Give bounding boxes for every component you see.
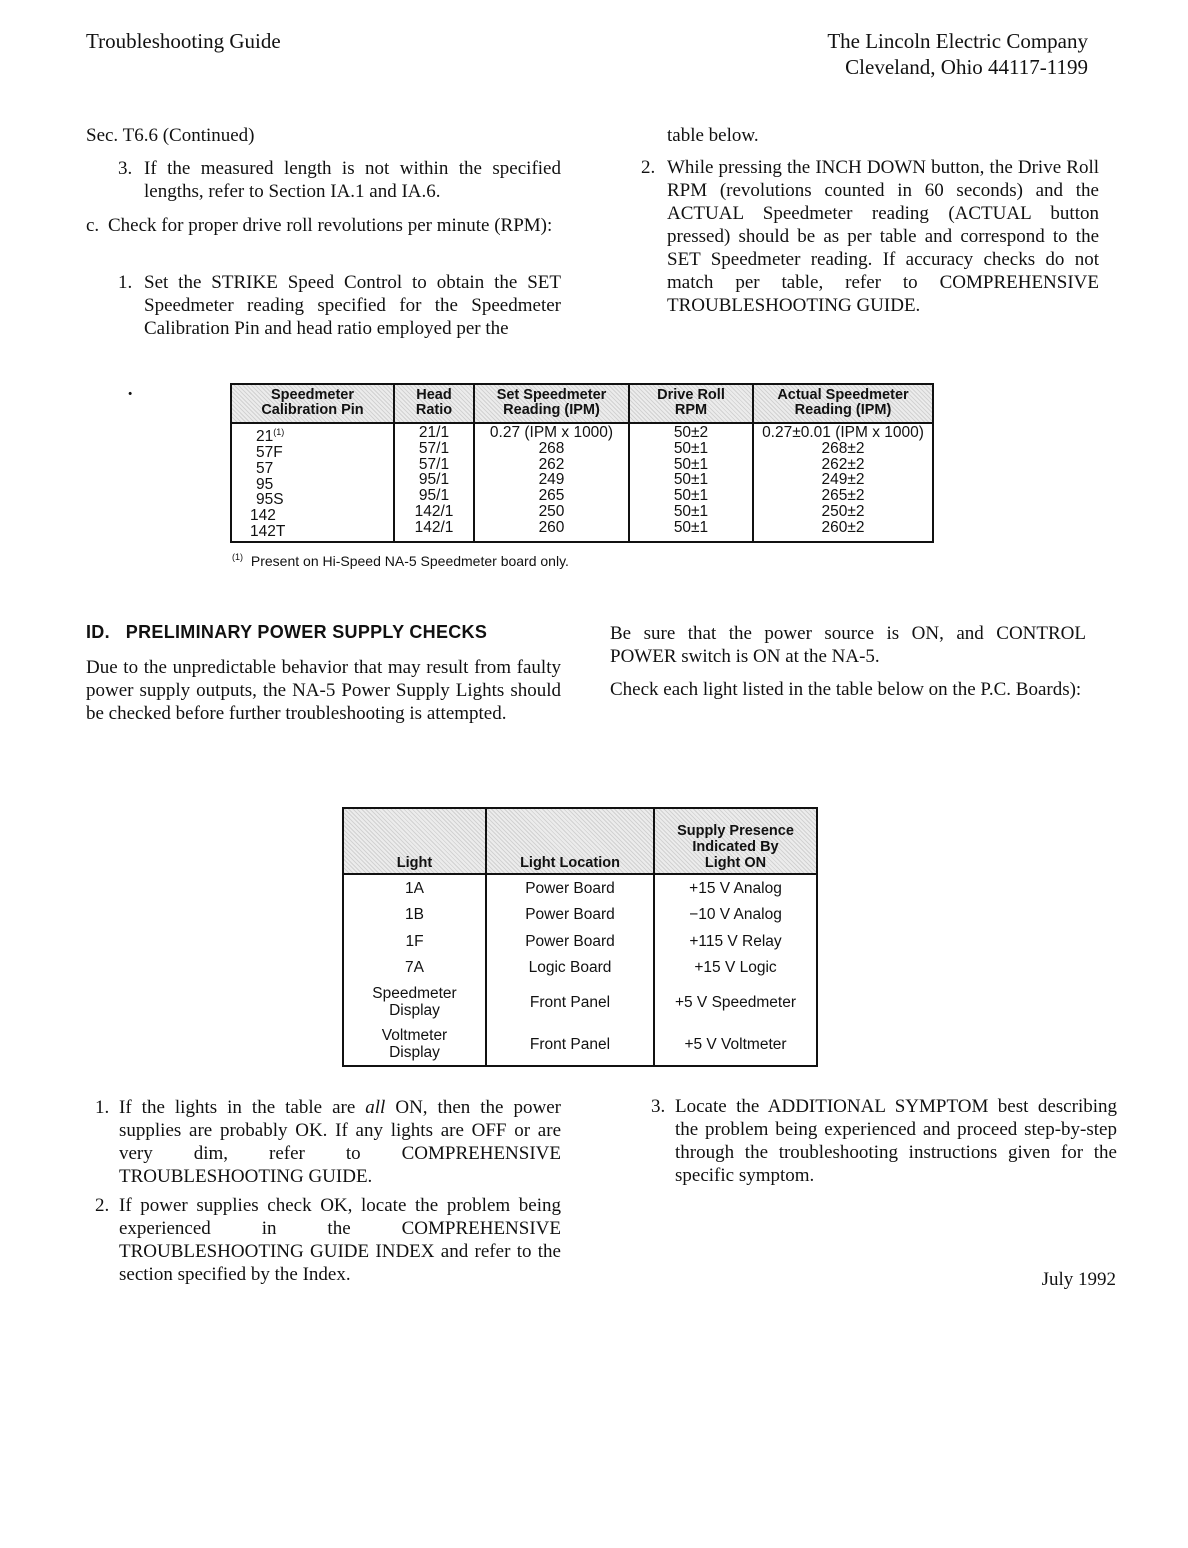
table-cell: +5 V Voltmeter [654, 1023, 817, 1066]
table-cell: 249 [538, 471, 565, 489]
table-cell: 50±1 [673, 502, 709, 520]
light-table-header-light: Light [343, 808, 486, 874]
table-cell: 57 [256, 459, 274, 477]
table-cell: 1F [405, 932, 424, 950]
table-cell: 260±2 [821, 518, 865, 536]
upper-item-1-text: Set the STRIKE Speed Control to obtain the SET Speedmeter reading specified for the Speedmeter Calibration Pin and head ratio employed per the [144, 272, 561, 339]
bottom-item-1-text-start: If the lights in the table are [119, 1097, 366, 1118]
table-cell: Front Panel [486, 1023, 654, 1066]
header-company-name: The Lincoln Electric Company [827, 29, 1088, 53]
table-cell: 57/1 [418, 455, 450, 473]
section-left-paragraph: Due to the unpredictable behavior that may result from faulty power supply outputs, the NA-5 Power Supply Lights should be checked before further troubleshooting is attempted. [86, 657, 561, 724]
table-cell: Logic Board [486, 955, 654, 982]
table-cell: 265 [538, 487, 565, 505]
table-cell: 1B [405, 906, 424, 924]
speed-table-actual-column [753, 423, 933, 542]
light-table-header-row [343, 808, 817, 874]
light-table-header-supply: Supply Presence Indicated By Light ON [654, 808, 817, 874]
table-cell: +5 V Speedmeter [654, 981, 817, 1023]
table-cell: 260 [538, 518, 565, 536]
table-cell: 7A [405, 959, 424, 977]
table-cell: Power Board [486, 902, 654, 929]
speed-table-header-set: Set Speedmeter Reading (IPM) [474, 384, 629, 423]
speed-table-header-rpm: Drive Roll RPM [629, 384, 753, 423]
bottom-item-1 [95, 1096, 561, 1188]
table-cell: Power Board [486, 928, 654, 955]
speed-table-header-ratio: Head Ratio [394, 384, 474, 423]
table-cell: Front Panel [486, 981, 654, 1023]
table-row [343, 928, 817, 955]
table-cell: 21/1 [418, 424, 450, 441]
bottom-item-2 [95, 1194, 561, 1286]
upper-item-c [86, 214, 561, 237]
upper-item-2 [641, 156, 1099, 317]
bottom-item-3 [651, 1095, 1117, 1187]
table-cell: 50±1 [673, 455, 709, 473]
table-cell: 1A [405, 879, 424, 897]
speed-table-header-row [231, 384, 933, 423]
upper-item-1-number: 1. [118, 272, 133, 293]
table-cell: 250±2 [821, 502, 865, 520]
upper-item-3 [118, 157, 561, 203]
upper-item-2-number: 2. [641, 157, 656, 178]
bottom-item-3-number: 3. [651, 1096, 666, 1117]
upper-item-2-text: While pressing the INCH DOWN button, the Drive Roll RPM (revolutions counted in 60 seconds) and the ACTUAL Speedmeter reading (ACTUAL button pressed) should be as per table and correspond to the SET Speedmeter reading. If accuracy checks do not match per table, refer to COMPREHENSIVE TROUBLESHOOTING GUIDE. [667, 157, 1099, 316]
table-cell: 50±1 [673, 518, 709, 536]
table-cell: 268 [538, 439, 565, 457]
section-continued-label: Sec. T6.6 (Continued) [86, 125, 255, 146]
footnote-marker: (1) [273, 427, 285, 437]
header-company [827, 28, 1088, 80]
table-cell: 57F [256, 443, 283, 461]
power-supply-lights-table [342, 807, 818, 1067]
header-company-address: Cleveland, Ohio 44117-1199 [845, 55, 1088, 79]
table-cell: 249±2 [821, 471, 865, 489]
table-row [343, 874, 817, 902]
speed-table-footnote [232, 552, 569, 569]
footer-date: July 1992 [1041, 1269, 1116, 1290]
table-below-continuation: table below. [667, 125, 759, 146]
table-cell: 142T [250, 522, 286, 540]
header-left-title: Troubleshooting Guide [86, 29, 281, 53]
table-cell: 95S [256, 491, 284, 509]
speed-table-ratio-column [394, 423, 474, 542]
speed-table-set-column [474, 423, 629, 542]
upper-item-c-letter: c. [86, 215, 100, 236]
table-cell: 50±1 [673, 487, 709, 505]
upper-item-3-text: If the measured length is not within the specified lengths, refer to Section IA.1 and IA.6. [144, 158, 561, 202]
table-row [343, 981, 817, 1023]
table-cell: 50±2 [673, 424, 709, 441]
table-cell: 0.27 (IPM x 1000) [489, 424, 614, 441]
bottom-item-1-emphasis: all [365, 1097, 386, 1118]
table-cell: 95 [256, 475, 274, 493]
table-cell: 268±2 [821, 439, 865, 457]
table-cell: 250 [538, 502, 565, 520]
light-table-header-location: Light Location [486, 808, 654, 874]
upper-item-1 [118, 271, 561, 340]
table-cell: 50±1 [673, 471, 709, 489]
table-cell: Power Board [486, 874, 654, 902]
section-right-paragraph-1: Be sure that the power source is ON, and CONTROL POWER switch is ON at the NA-5. [610, 623, 1086, 667]
bullet-mark: · [127, 384, 134, 405]
table-cell: 21$^{(1)}$ [256, 427, 285, 446]
speedmeter-calibration-table [230, 383, 934, 543]
speed-table-header-actual: Actual Speedmeter Reading (IPM) [753, 384, 933, 423]
footnote-mark: (1) [232, 552, 243, 562]
table-cell: 142/1 [414, 518, 454, 536]
table-cell: Speedmeter Display [372, 985, 457, 1019]
table-row [343, 902, 817, 929]
bottom-item-1-text-end: ON, then the power supplies are probably OK. If any lights are OFF or are very dim, refer to COMPREHENSIVE TROUBLESHOOTING GUIDE. [119, 1097, 561, 1187]
table-row [343, 955, 817, 982]
table-cell: +15 V Analog [654, 874, 817, 902]
bottom-item-2-text: If power supplies check OK, locate the problem being experienced in the COMPREHENSIVE TROUBLESHOOTING GUIDE INDEX and refer to the section specified by the Index. [119, 1195, 561, 1285]
table-cell: 95/1 [418, 471, 450, 489]
section-right-paragraph-2: Check each light listed in the table below on the P.C. Boards): [610, 679, 1082, 700]
bottom-item-3-text: Locate the ADDITIONAL SYMPTOM best describing the problem being experienced and proceed step-by-step through the troubleshooting instructions given for the specific symptom. [675, 1096, 1117, 1186]
speed-table-pin-column [231, 423, 394, 542]
table-cell: 262 [538, 455, 565, 473]
upper-item-c-text: Check for proper drive roll revolutions per minute (RPM): [108, 215, 553, 236]
table-cell: 265±2 [821, 487, 865, 505]
upper-item-3-number: 3. [118, 158, 133, 179]
speed-table-body [231, 423, 933, 542]
table-cell: 262±2 [821, 455, 865, 473]
table-cell: 0.27±0.01 (IPM x 1000) [762, 424, 924, 441]
table-cell: Voltmeter Display [381, 1027, 448, 1061]
bottom-item-2-number: 2. [95, 1195, 110, 1216]
bottom-item-1-number: 1. [95, 1097, 110, 1118]
table-cell: −10 V Analog [654, 902, 817, 929]
table-cell: +115 V Relay [654, 928, 817, 955]
table-cell: 142/1 [414, 502, 454, 520]
table-cell: 50±1 [673, 439, 709, 457]
table-cell: 57/1 [418, 439, 450, 457]
speed-table-header-pin: Speedmeter Calibration Pin [231, 384, 394, 423]
footnote-text: Present on Hi-Speed NA-5 Speedmeter board only. [250, 552, 569, 569]
section-heading: ID. PRELIMINARY POWER SUPPLY CHECKS [86, 622, 488, 642]
table-cell: 95/1 [418, 487, 450, 505]
table-cell: 142 [250, 507, 276, 525]
table-cell: +15 V Logic [654, 955, 817, 982]
speed-table-rpm-column [629, 423, 753, 542]
table-row [343, 1023, 817, 1066]
